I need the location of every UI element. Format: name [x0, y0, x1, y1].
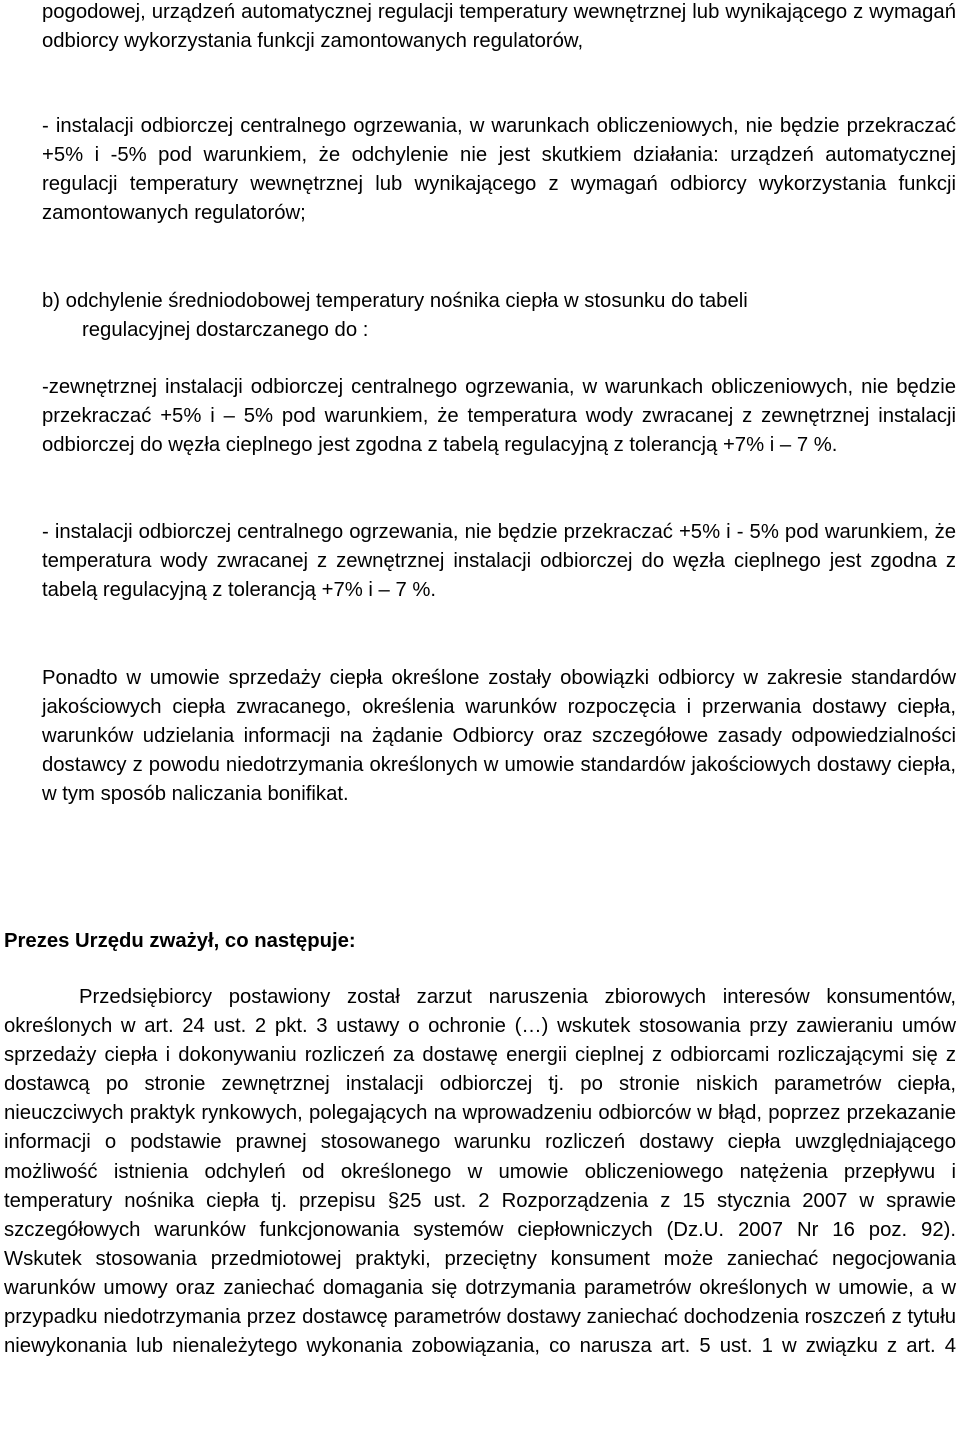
paragraph-5: - instalacji odbiorczej centralnego ogrzewania, nie będzie przekraczać +5% i - 5% pod warunkiem, że temperatura wody zwracanej z zewnętrznej instalacji odbiorczej do węzła cieplnego jest zgodna z tabelą regulacyjną z tolerancją +7% i – 7 %. [42, 521, 956, 602]
paragraph-6: Ponadto w umowie sprzedaży ciepła określone zostały obowiązki odbiorcy w zakresie standardów jakościowych ciepła zwracanego, określenia warunków rozpoczęcia i przerwania dostawy ciepła, warunków udzielania informacji na żądanie Odbiorcy oraz szczegółowe zasady odpowiedzialności dostawcy z powodu niedotrzymania określonych w umowie standardów jakościowych dostawy ciepła, w tym sposób naliczania bonifikat. [42, 667, 956, 806]
paragraph-1: pogodowej, urządzeń automatycznej regulacji temperatury wewnętrznej lub wynikającego z wymagań odbiorcy wykorzystania funkcji zamontowanych regulatorów, [42, 1, 956, 53]
paragraph-3 [42, 287, 956, 345]
paragraph-3-continuation: regulacyjnej dostarczanego do : [82, 319, 369, 342]
paragraph-2: - instalacji odbiorczej centralnego ogrzewania, w warunkach obliczeniowych, nie będzie przekraczać +5% i -5% pod warunkiem, że odchylenie nie jest skutkiem działania: urządzeń automatycznej regulacji temperatury wewnętrznej lub wynikającego z wymagań odbiorcy wykorzystania funkcji zamontowanych regulatorów; [42, 115, 956, 225]
paragraph-7: Przedsiębiorcy postawiony został zarzut naruszenia zbiorowych interesów konsumentów, określonych w art. 24 ust. 2 pkt. 3 ustawy o ochronie (…) wskutek stosowania przy zawieraniu umów sprzedaży ciepła i dokonywaniu rozliczeń za dostawę energii cieplnej z odbiorcami rozliczającymi się z dostawcą po stronie zewnętrznej instalacji odbiorczej tj. po stronie niskich parametrów ciepła, nieuczciwych praktyk rynkowych, polegających na wprowadzeniu odbiorców w błąd, poprzez przekazanie informacji o podstawie prawnej stosowanego warunku rozliczeń dostawy ciepła uwzględniającego możliwość istnienia odchyleń od określonego w umowie obliczeniowego natężenia przepływu i temperatury nośnika ciepła tj. przepisu §25 ust. 2 Rozporządzenia z 15 stycznia 2007 w sprawie szczegółowych warunków funkcjonowania systemów ciepłowniczych (Dz.U. 2007 Nr 16 poz. 92). Wskutek stosowania przedmiotowej praktyki, przeciętny konsument może zaniechać negocjowania warunków umowy oraz zaniechać domagania się dotrzymania parametrów określonych w umowie, a w przypadku niedotrzymania przez dostawcę parametrów dostawy zaniechać dochodzenia roszczeń z tytułu niewykonania lub nienależytego wykonania zobowiązania, co narusza art. 5 ust. 1 w związku z art. 4 [4, 986, 956, 1358]
paragraph-4: -zewnętrznej instalacji odbiorczej centralnego ogrzewania, w warunkach obliczeniowych, nie będzie przekraczać +5% i – 5% pod warunkiem, że temperatura wody zwracanej z zewnętrznej instalacji odbiorczej do węzła cieplnego jest zgodna z tabelą regulacyjną z tolerancją +7% i – 7 %. [42, 376, 956, 457]
paragraph-3-first-line: b) odchylenie średniodobowej temperatury nośnika ciepła w stosunku do tabeli [42, 290, 748, 312]
section-heading: Prezes Urzędu zważył, co następuje: [4, 930, 356, 952]
